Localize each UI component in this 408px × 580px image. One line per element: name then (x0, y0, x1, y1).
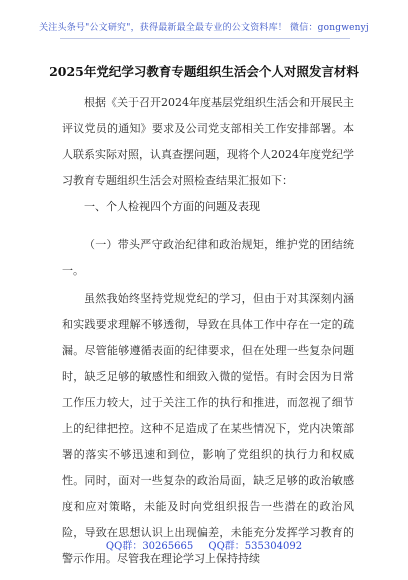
sub-heading: （一）带头严守政治纪律和政治规矩，维护党的团结统一。 (62, 238, 354, 277)
footer-qq-group-2: QQ群：535304092 (208, 541, 303, 552)
footer-qq-group-1: QQ群：30265665 (105, 541, 194, 552)
footer-qq-groups (0, 537, 408, 552)
main-paragraph: 虽然我始终坚持党规党纪的学习，但由于对其深刻内涵和实践要求理解不够透彻，导致在具体工作中存在一定的疏漏。尽管能够遵循表面的纪律要求，但在处理一些复杂问题时，缺乏足够的敏感性和细致入微的觉悟。有时会因为日常工作压力较大，过于关注工作的执行和推进，而忽视了细节上的纪律把控。这种不足造成了在某些情况下，党内决策部署的落实不够迅速和到位，影响了党组织的执行力和权威性。同时，面对一些复杂的政治局面，缺乏足够的政治敏感度和应对策略，未能及时向党组织报告一些潜在的政治风险，导致在思想认识上出现偏差，未能充分发挥学习教育的警示作用。尽管我在理论学习上保持持续 (62, 292, 354, 565)
section-heading: 一、个人检视四个方面的问题及表现 (84, 200, 260, 213)
document-title: 2025年党纪学习教育专题组织生活会个人对照发言材料 (49, 64, 359, 79)
intro-paragraph: 根据《关于召开2024年度基层党组织生活会和开展民主评议党员的通知》要求及公司党支部相关工作安排部署。本人联系实际对照，认真查摆问题，现将个人2024年度党纪学习教育专题组织生活会对照检查结果汇报如下： (62, 96, 354, 187)
header-divider (60, 38, 350, 39)
header-promo-banner: 关注头条号"公文研究"，获得最新最全最专业的公文资料库！ 微信：gongwenyj (39, 23, 369, 33)
